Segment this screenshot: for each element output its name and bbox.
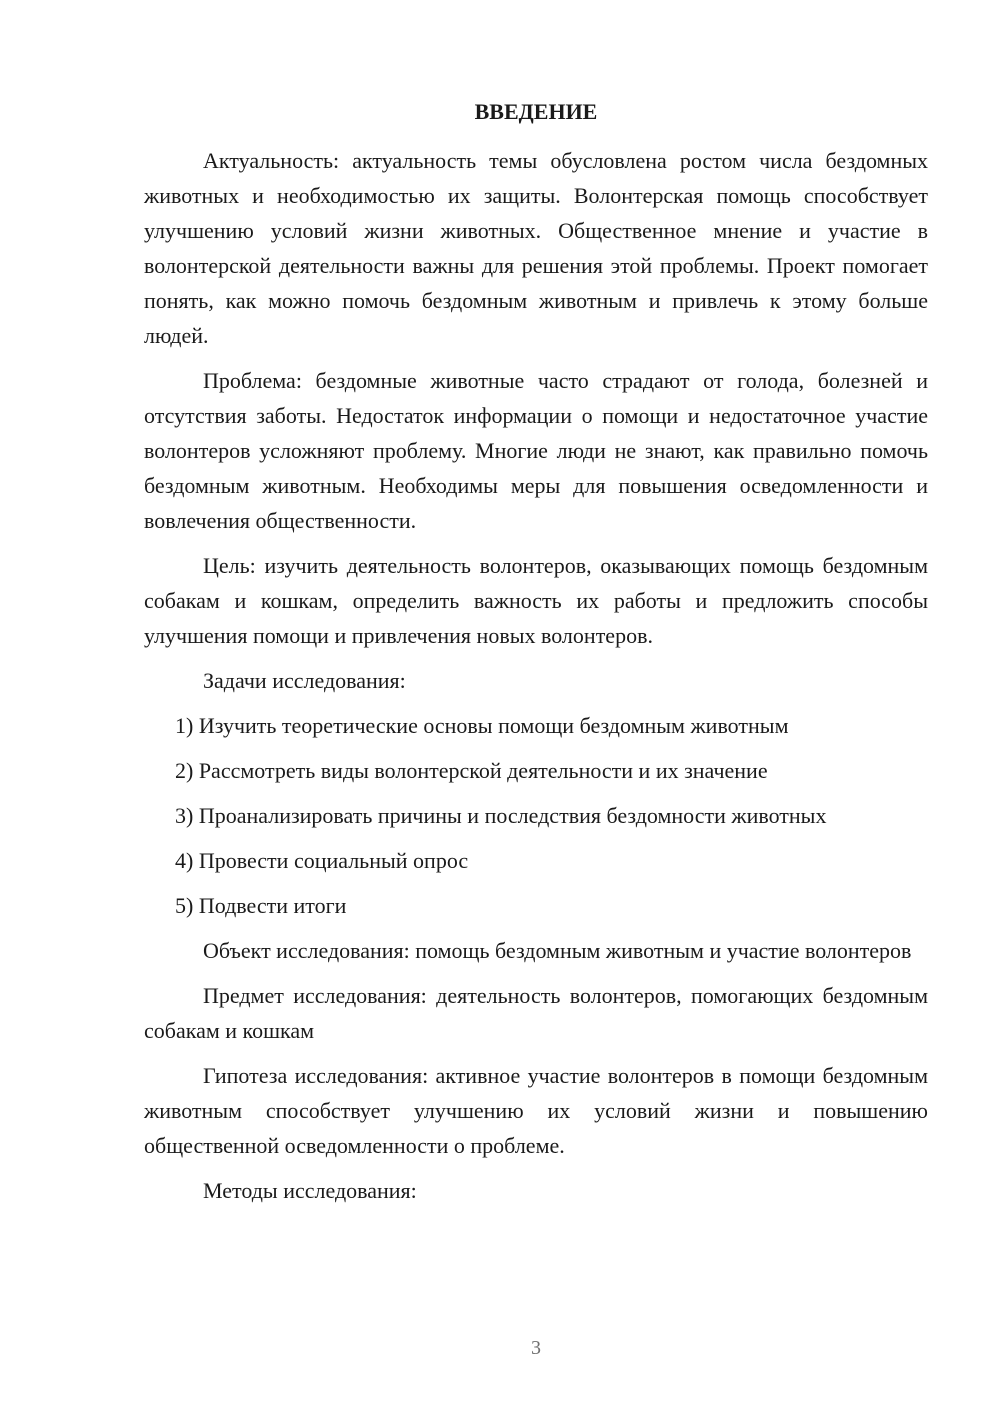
list-item: 2) Рассмотреть виды волонтерской деятельности и их значение [175, 758, 768, 783]
paragraph-object: Объект исследования: помощь бездомным животным и участие волонтеров [203, 938, 912, 963]
list-item: 4) Провести социальный опрос [175, 848, 469, 873]
tasks-list [144, 708, 928, 923]
list-item: 3) Проанализировать причины и последствия бездомности животных [175, 803, 827, 828]
paragraph-tasks-heading: Задачи исследования: [203, 668, 406, 693]
paragraph-relevance: Актуальность: актуальность темы обусловлена ростом числа бездомных животных и необходимостью их защиты. Волонтерская помощь способствует улучшению условий жизни животных. Общественное мнение и участие в волонтерской деятельности важны для решения этой проблемы. Проект помогает понять, как можно помочь бездомным животным и привлечь к этому больше людей. [144, 148, 928, 348]
paragraph-subject: Предмет исследования: деятельность волонтеров, помогающих бездомным собакам и кошкам [144, 983, 928, 1043]
list-item: 1) Изучить теоретические основы помощи бездомным животным [175, 713, 789, 738]
document-body [144, 143, 928, 1218]
section-title: ВВЕДЕНИЕ [474, 99, 598, 124]
page-number: 3 [531, 1337, 541, 1359]
paragraph-methods: Методы исследования: [203, 1178, 417, 1203]
paragraph-problem: Проблема: бездомные животные часто страдают от голода, болезней и отсутствия заботы. Недостаток информации о помощи и недостаточное участие волонтеров усложняют проблему. Многие люди не знают, как правильно помочь бездомным животным. Необходимы меры для повышения осведомленности и вовлечения общественности. [144, 368, 928, 533]
list-item: 5) Подвести итоги [175, 893, 347, 918]
paragraph-goal: Цель: изучить деятельность волонтеров, оказывающих помощь бездомным собакам и кошкам, определить важность их работы и предложить способы улучшения помощи и привлечения новых волонтеров. [144, 553, 928, 648]
paragraph-hypothesis: Гипотеза исследования: активное участие волонтеров в помощи бездомным животным способствует улучшению их условий жизни и повышению общественной осведомленности о проблеме. [144, 1063, 928, 1158]
